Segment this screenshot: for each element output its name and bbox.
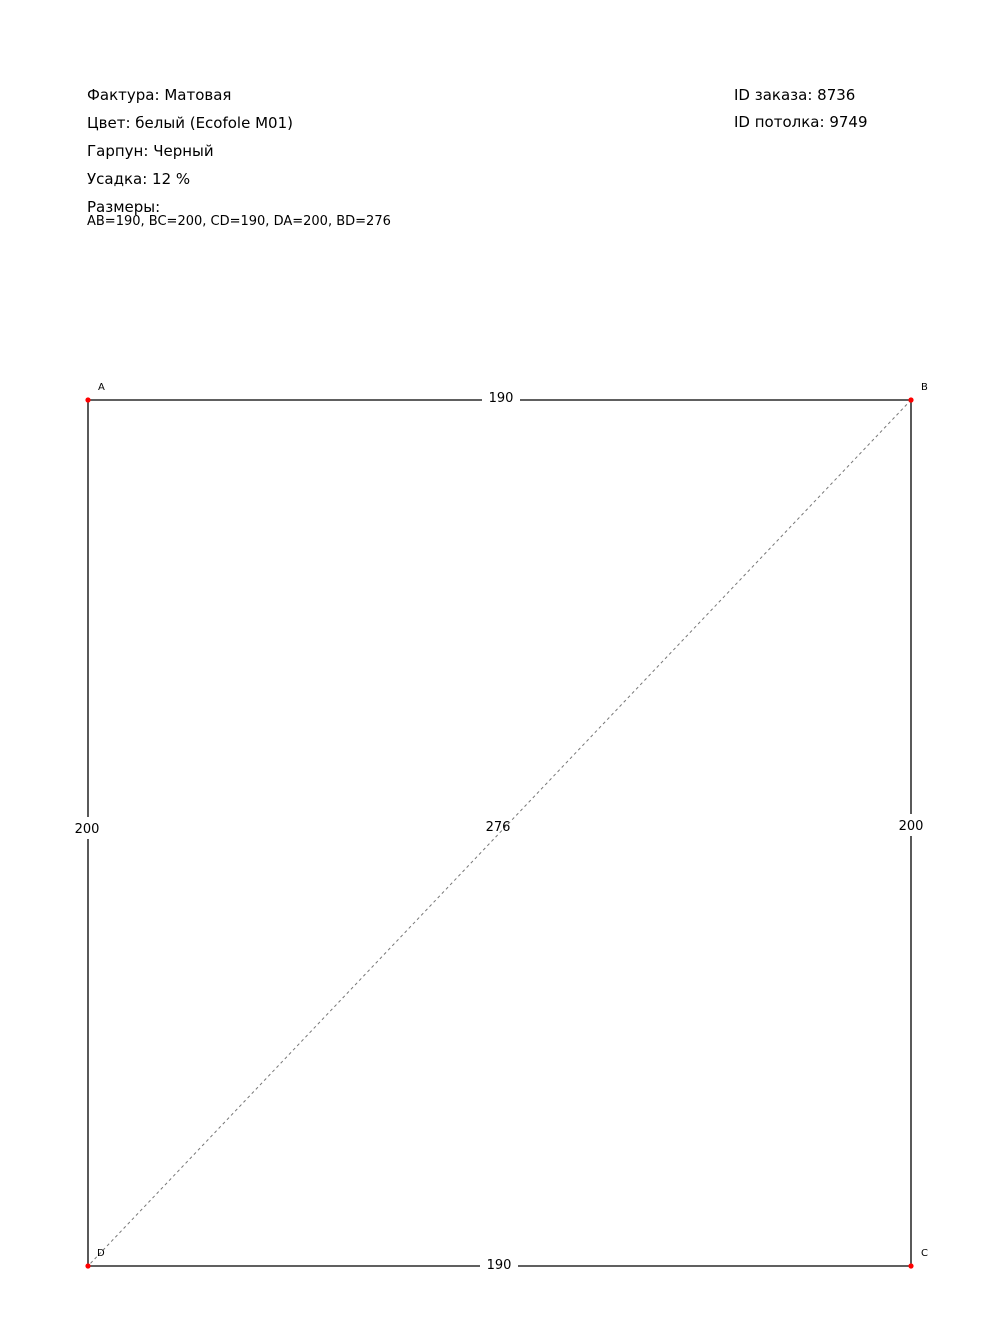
shrink-label: Усадка: (87, 170, 148, 188)
sizes-label: Размеры: (87, 198, 161, 216)
vertex-b-label: B (921, 382, 928, 393)
order-id-label: ID заказа: (734, 86, 813, 104)
vertex-a-dot (85, 397, 90, 402)
diagonal-bd-length: 276 (485, 820, 511, 835)
ceiling-id-label: ID потолка: (734, 113, 825, 131)
side-bc-length: 200 (898, 819, 924, 834)
vertex-b-dot (908, 397, 913, 402)
vertex-d-dot (85, 1263, 90, 1268)
harpoon-value: Черный (153, 142, 214, 160)
color-label: Цвет: (87, 114, 131, 132)
color-value: белый (Ecofole M01) (135, 114, 293, 132)
texture-label: Фактура: (87, 86, 160, 104)
shrink-value: 12 % (152, 170, 191, 188)
ceiling-id-value: 9749 (829, 113, 868, 131)
sizes-value: AB=190, BC=200, CD=190, DA=200, BD=276 (87, 214, 391, 229)
vertex-a-label: A (98, 382, 105, 393)
vertex-c-dot (908, 1263, 913, 1268)
texture-value: Матовая (164, 86, 232, 104)
vertex-c-label: C (921, 1248, 928, 1259)
side-da-length: 200 (74, 822, 100, 837)
harpoon-label: Гарпун: (87, 142, 149, 160)
order-id-value: 8736 (817, 86, 856, 104)
side-cd-length: 190 (486, 1258, 512, 1273)
side-ab-length: 190 (488, 391, 514, 406)
vertex-d-label: D (97, 1248, 105, 1259)
